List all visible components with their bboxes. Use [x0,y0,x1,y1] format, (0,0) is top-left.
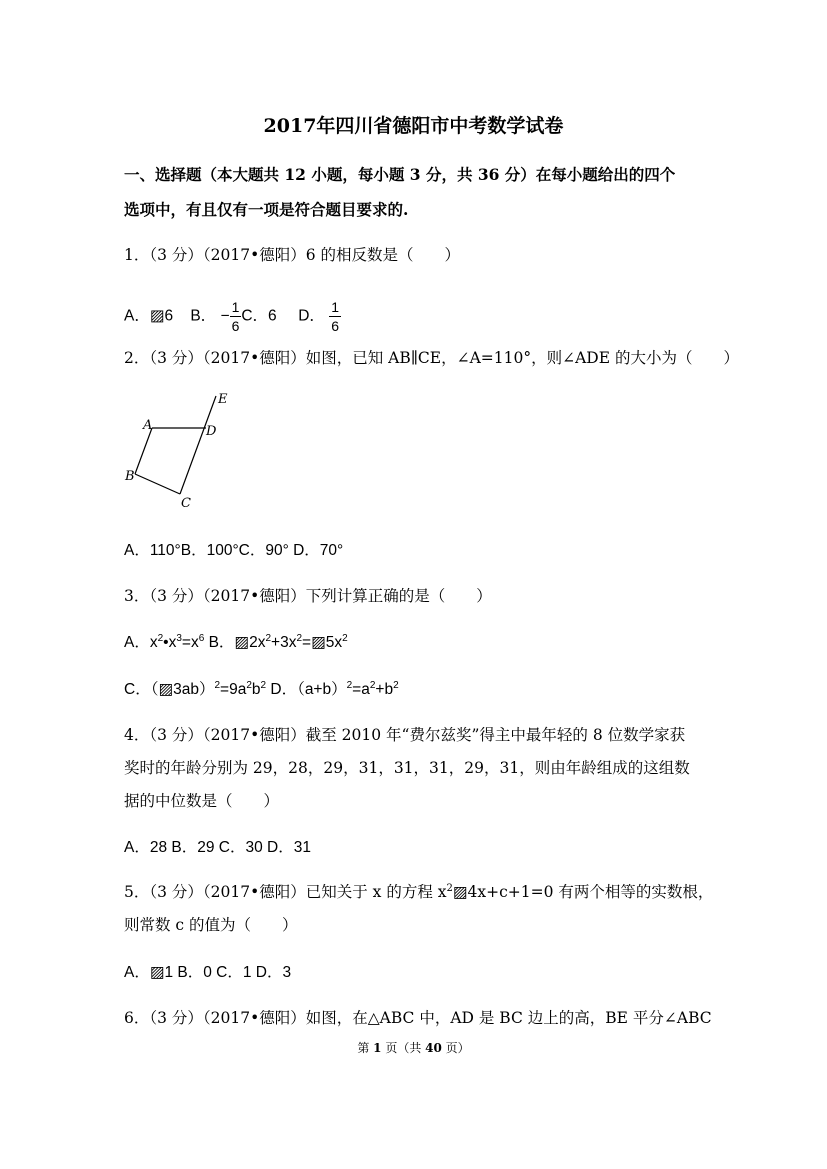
fraction-numerator: 1 [331,299,340,315]
exponent: 2 [393,679,399,691]
question-4-line-3: 据的中位数是（ ） [124,792,280,810]
q1-option-c: C．6 [241,307,277,325]
math-text: C．（▨3ab） [124,681,215,698]
math-text: =9a [220,681,247,698]
page-number: 1 [373,1041,382,1055]
exponent: 6 [198,632,205,644]
segment-AB [135,428,152,474]
fraction-denominator: 6 [331,318,340,334]
section-heading-line-1: 一、选择题（本大题共 12 小题，每小题 3 分，共 36 分）在每小题给出的四个 [124,165,676,184]
text: 5．（3 分）（2017•德阳）已知关于 x 的方程 x [124,883,447,901]
exponent: 2 [265,632,272,644]
label-E: E [218,392,228,407]
question-1-options [124,300,341,333]
segment-CE [180,396,216,494]
question-2-figure [120,388,240,513]
q1-option-b-sign: − [220,307,230,325]
question-5-line-2: 则常数 c 的值为（ ） [124,916,298,934]
q1-option-b-label: B． [190,307,217,325]
exponent: 2 [157,632,164,644]
math-text: B．▨2x [204,634,266,651]
question-4-line-1: 4．（3 分）（2017•德阳）截至 2010 年“费尔兹奖”得主中最年轻的 8 位数学家获 [124,726,686,744]
math-text: •x [163,634,177,651]
footer-text: 页） [441,1041,470,1055]
label-A: A [143,418,153,433]
math-text: =a [352,681,370,698]
math-text: A．x [124,634,158,651]
exponent: 2 [246,679,252,691]
exponent: 2 [369,679,376,691]
label-D: D [206,424,217,439]
question-3-options-cd [124,677,399,699]
label-C: C [181,496,191,511]
section-heading-line-2: 选项中，有且仅有一项是符合题目要求的. [124,200,409,219]
footer-text: 页（共 [381,1041,426,1055]
fraction-denominator: 6 [231,318,240,334]
footer-text: 第 [357,1041,374,1055]
exponent: 3 [176,632,182,644]
q1-option-d-fraction [329,300,341,333]
question-6-line-1: 6．（3 分）（2017•德阳）如图，在△ABC 中，AD 是 BC 边上的高，BE 平分∠ABC [124,1009,712,1027]
question-4-line-2: 奖时的年龄分别为 29，28，29，31，31，31，29，31，则由年龄组成的这组数 [124,759,690,777]
question-4-options: A．28 B．29 C．30 D．31 [124,839,311,856]
q1-option-d-label: D． [298,307,325,325]
page-footer [0,1039,827,1056]
question-3-stem: 3．（3 分）（2017•德阳）下列计算正确的是（ ） [124,587,492,605]
question-3-options-ab [124,630,348,652]
question-5-options: A．▨1 B．0 C．1 D．3 [124,964,292,981]
fraction-numerator: 1 [231,299,240,315]
math-text: +b [375,681,394,698]
question-5-line-1 [124,880,713,902]
math-text: D．（a+b） [266,681,347,698]
exponent: 2 [446,882,453,894]
question-2-stem: 2．（3 分）（2017•德阳）如图，已知 AB∥CE，∠A=110°，则∠ADE 的大小为（ ） [124,349,739,367]
segment-BC [135,474,180,494]
exponent: 2 [342,632,348,644]
label-B: B [125,469,135,484]
math-text: +3x [271,634,297,651]
math-text: =▨5x [302,634,343,651]
math-text: b [251,681,261,698]
math-text: =x [181,634,199,651]
text: ▨4x+c+1=0 有两个相等的实数根， [452,883,714,901]
exponent: 2 [260,679,267,691]
q1-option-b-fraction [230,300,242,333]
question-2-options: A．110°B．100°C．90° D．70° [124,542,344,559]
question-1-stem: 1．（3 分）（2017•德阳）6 的相反数是（ ） [124,246,461,264]
exponent: 2 [346,679,353,691]
exponent: 2 [214,679,221,691]
exponent: 2 [296,632,303,644]
q1-option-a: A．▨6 [124,307,174,325]
total-pages: 40 [425,1041,442,1055]
page-title: 2017年四川省德阳市中考数学试卷 [263,115,564,137]
